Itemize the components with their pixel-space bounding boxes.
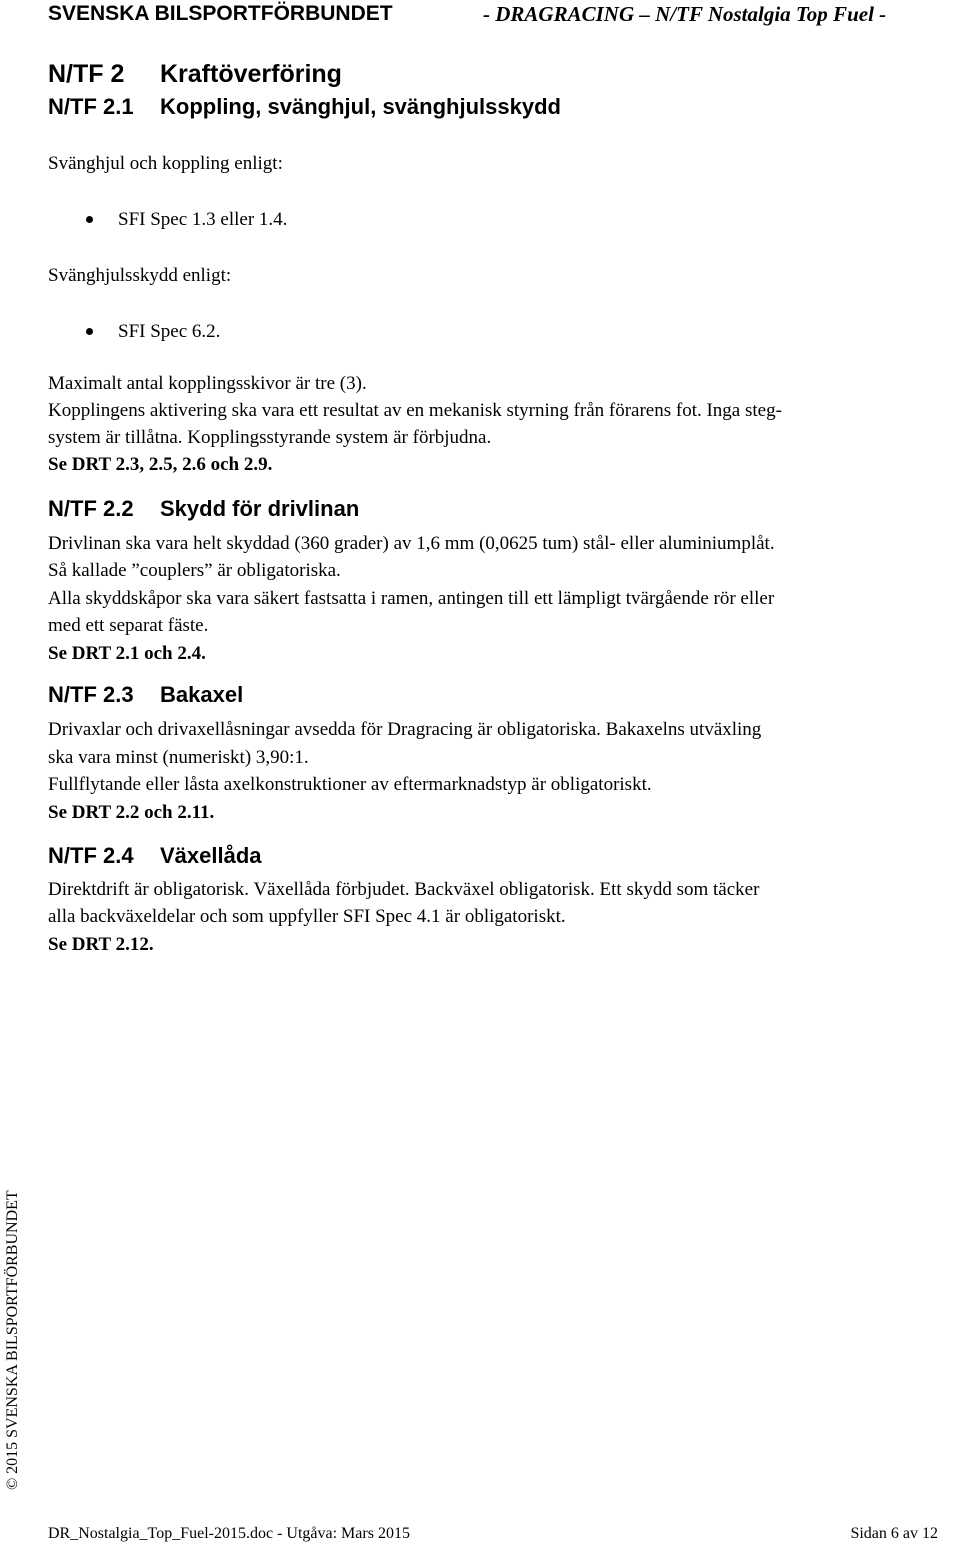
subsection-heading-2-4 [48, 843, 262, 869]
paragraph-line: system är tillåtna. Kopplingsstyrande system är förbjudna. [48, 427, 492, 448]
subsection-number: N/TF 2.2 [48, 496, 134, 521]
subsection-heading-2-2 [48, 496, 359, 522]
paragraph-line: Drivlinan ska vara helt skyddad (360 grader) av 1,6 mm (0,0625 tum) stål- eller aluminiumplåt. [48, 533, 775, 554]
reference: Se DRT 2.3, 2.5, 2.6 och 2.9. [48, 454, 273, 475]
section-number: N/TF 2 [48, 60, 125, 88]
subsection-number: N/TF 2.4 [48, 843, 134, 868]
bullet-icon [86, 328, 93, 335]
subsection-title: Skydd för drivlinan [160, 496, 360, 521]
footer-page-number: Sidan 6 av 12 [850, 1525, 938, 1542]
reference: Se DRT 2.2 och 2.11. [48, 802, 215, 823]
paragraph-line: Fullflytande eller låsta axelkonstruktioner av eftermarknadstyp är obligatoriskt. [48, 774, 652, 795]
paragraph-line: Direktdrift är obligatorisk. Växellåda förbjudet. Backväxel obligatorisk. Ett skydd som täcker [48, 879, 760, 900]
reference: Se DRT 2.12. [48, 934, 154, 955]
paragraph-line: ska vara minst (numeriskt) 3,90:1. [48, 747, 309, 768]
paragraph-line: med ett separat fäste. [48, 615, 209, 636]
paragraph: Svänghjul och koppling enligt: [48, 153, 283, 174]
subsection-title: Växellåda [160, 843, 262, 868]
subsection-heading-2-1 [48, 94, 561, 120]
header-org: SVENSKA BILSPORTFÖRBUNDET [48, 2, 393, 25]
paragraph-line: Drivaxlar och drivaxellåsningar avsedda för Dragracing är obligatoriska. Bakaxelns utväxling [48, 719, 762, 740]
subsection-title: Bakaxel [160, 682, 244, 707]
header-title: - DRAGRACING – N/TF Nostalgia Top Fuel - [483, 2, 887, 26]
side-copyright: © 2015 SVENSKA BILSPORTFÖRBUNDET [4, 1190, 21, 1490]
section-heading [48, 60, 342, 89]
section-title: Kraftöverföring [160, 60, 342, 88]
subsection-number: N/TF 2.1 [48, 94, 134, 119]
footer-doc-info: DR_Nostalgia_Top_Fuel-2015.doc - Utgåva: Mars 2015 [48, 1525, 410, 1542]
subsection-number: N/TF 2.3 [48, 682, 134, 707]
paragraph-line: Maximalt antal kopplingsskivor är tre (3). [48, 373, 367, 394]
paragraph-line: Så kallade ”couplers” är obligatoriska. [48, 560, 341, 581]
paragraph-line: Alla skyddskåpor ska vara säkert fastsatta i ramen, antingen till ett lämpligt tvärgående rör eller [48, 588, 775, 609]
subsection-heading-2-3 [48, 682, 243, 708]
reference: Se DRT 2.1 och 2.4. [48, 643, 206, 664]
paragraph: Svänghjulsskydd enligt: [48, 265, 232, 286]
subsection-title: Koppling, svänghjul, svänghjulsskydd [160, 94, 561, 119]
bullet-item: SFI Spec 6.2. [118, 321, 221, 342]
paragraph-line: alla backväxeldelar och som uppfyller SFI Spec 4.1 är obligatoriskt. [48, 906, 566, 927]
paragraph-line: Kopplingens aktivering ska vara ett resultat av en mekanisk styrning från förarens fot. Inga steg- [48, 400, 782, 421]
bullet-icon [86, 216, 93, 223]
bullet-item: SFI Spec 1.3 eller 1.4. [118, 209, 288, 230]
